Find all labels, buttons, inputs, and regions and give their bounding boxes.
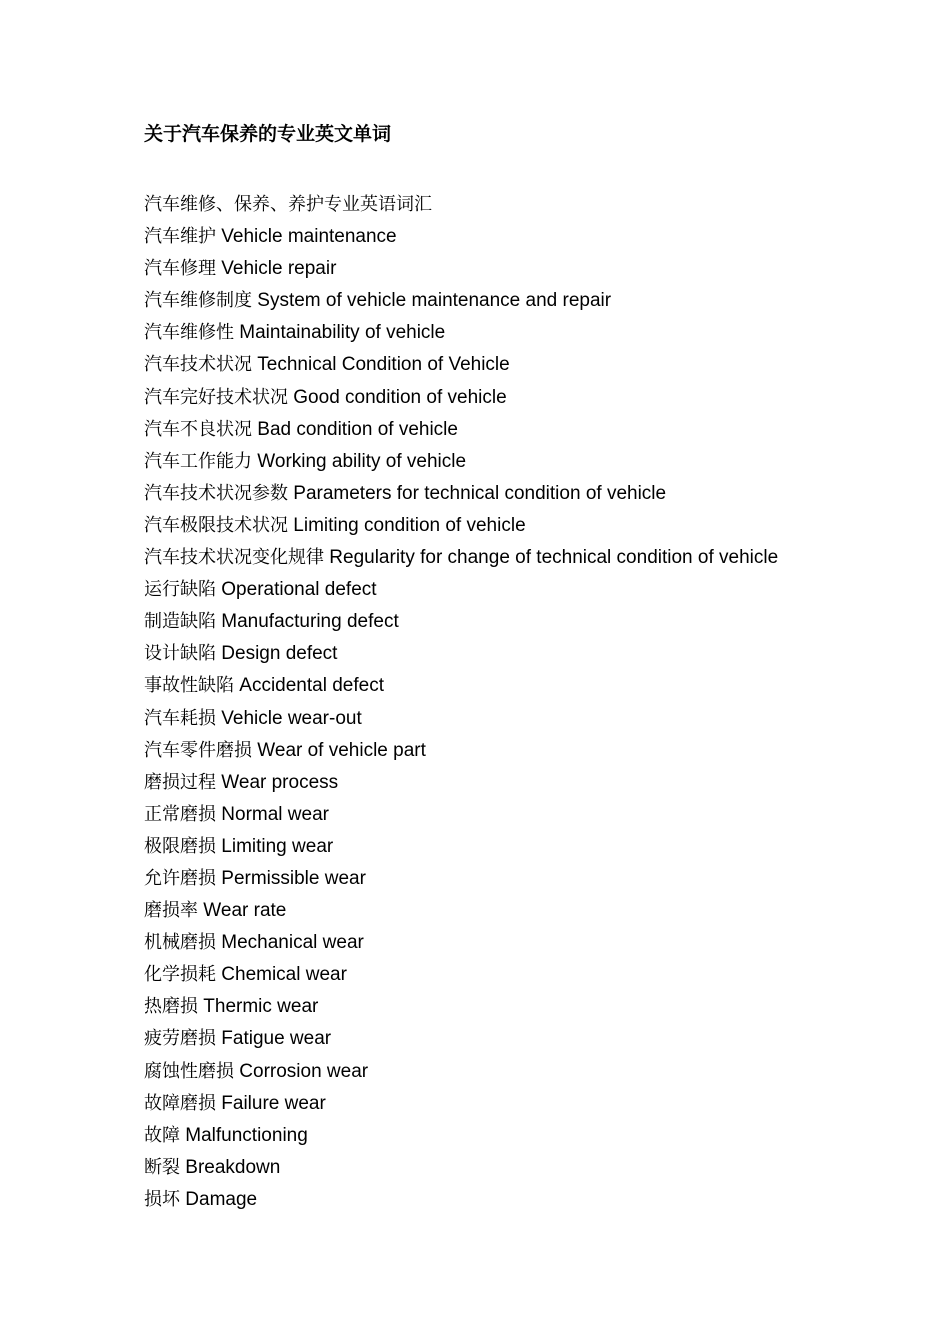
term-en: Limiting wear: [221, 835, 334, 857]
term-zh: 损坏: [144, 1188, 180, 1210]
term-row: [144, 1056, 924, 1088]
term-zh: 汽车技术状况变化规律: [144, 547, 324, 569]
term-zh: 极限磨损: [144, 835, 216, 857]
term-en: Bad condition of vehicle: [257, 418, 458, 440]
term-zh: 磨损率: [144, 900, 198, 922]
term-zh: 汽车维护: [144, 226, 216, 248]
term-row: [144, 1023, 924, 1055]
term-en: Normal wear: [221, 803, 329, 825]
term-en: Good condition of vehicle: [293, 386, 507, 408]
term-row: [144, 831, 924, 863]
term-en: Parameters for technical condition of vehicle: [293, 482, 667, 504]
document-page: [144, 118, 924, 1216]
term-en: Limiting condition of vehicle: [293, 514, 526, 536]
term-zh: 事故性缺陷: [144, 675, 234, 697]
term-en: Breakdown: [185, 1156, 281, 1178]
term-en: Technical Condition of Vehicle: [257, 354, 510, 376]
term-zh: 汽车技术状况: [144, 354, 252, 376]
term-en: Damage: [185, 1188, 258, 1210]
term-row: [144, 799, 924, 831]
term-en: Wear of vehicle part: [257, 739, 426, 761]
term-en: Wear rate: [203, 900, 287, 922]
term-row: [144, 735, 924, 767]
term-zh: 允许磨损: [144, 867, 216, 889]
term-row: [144, 253, 924, 285]
term-zh: 化学损耗: [144, 964, 216, 986]
term-zh: 正常磨损: [144, 803, 216, 825]
term-zh: 制造缺陷: [144, 611, 216, 633]
term-row: [144, 767, 924, 799]
term-zh: 汽车工作能力: [144, 450, 252, 472]
term-en: Permissible wear: [221, 867, 366, 889]
term-en: Corrosion wear: [239, 1060, 369, 1082]
term-row: [144, 606, 924, 638]
term-en: System of vehicle maintenance and repair: [257, 290, 612, 312]
term-row: [144, 638, 924, 670]
term-row: [144, 446, 924, 478]
term-en: Manufacturing defect: [221, 611, 399, 633]
term-en: Chemical wear: [221, 964, 347, 986]
term-row: [144, 959, 924, 991]
term-list: [144, 221, 924, 1216]
term-zh: 汽车维修制度: [144, 290, 252, 312]
term-zh: 热磨损: [144, 996, 198, 1018]
term-en: Vehicle maintenance: [221, 226, 397, 248]
term-en: Malfunctioning: [185, 1124, 308, 1146]
term-en: Fatigue wear: [221, 1028, 332, 1050]
term-zh: 故障磨损: [144, 1092, 216, 1114]
term-zh: 疲劳磨损: [144, 1028, 216, 1050]
term-en: Working ability of vehicle: [257, 450, 467, 472]
term-row: [144, 991, 924, 1023]
term-row: [144, 863, 924, 895]
term-en: Accidental defect: [239, 675, 384, 697]
term-en: Vehicle repair: [221, 258, 337, 280]
term-zh: 磨损过程: [144, 771, 216, 793]
term-en: Mechanical wear: [221, 932, 364, 954]
term-zh: 汽车极限技术状况: [144, 514, 288, 536]
term-row: [144, 382, 924, 414]
term-zh: 断裂: [144, 1156, 180, 1178]
term-en: Vehicle wear-out: [221, 707, 362, 729]
term-row: [144, 1120, 924, 1152]
term-row: [144, 349, 924, 381]
term-row: [144, 703, 924, 735]
term-row: [144, 1184, 924, 1216]
term-row: [144, 317, 924, 349]
term-row: [144, 221, 924, 253]
term-row: [144, 478, 924, 510]
term-zh: 腐蚀性磨损: [144, 1060, 234, 1082]
term-row: [144, 1152, 924, 1184]
term-row: [144, 285, 924, 317]
term-en: Operational defect: [221, 579, 377, 601]
term-zh: 汽车不良状况: [144, 418, 252, 440]
term-row: [144, 1088, 924, 1120]
term-en: Wear process: [221, 771, 339, 793]
term-row: [144, 670, 924, 702]
term-row: [144, 542, 924, 574]
term-en: Design defect: [221, 643, 338, 665]
term-zh: 设计缺陷: [144, 643, 216, 665]
term-row: [144, 927, 924, 959]
term-zh: 故障: [144, 1124, 180, 1146]
page-title: 关于汽车保养的专业英文单词: [144, 123, 392, 145]
section-subtitle: 汽车维修、保养、养护专业英语词汇: [144, 194, 432, 215]
term-row: [144, 414, 924, 446]
term-zh: 汽车零件磨损: [144, 739, 252, 761]
term-en: Thermic wear: [203, 996, 319, 1018]
term-en: Maintainability of vehicle: [239, 322, 446, 344]
term-en: Regularity for change of technical condition of vehicle: [329, 547, 779, 569]
term-zh: 汽车完好技术状况: [144, 386, 288, 408]
term-zh: 汽车修理: [144, 258, 216, 280]
term-en: Failure wear: [221, 1092, 326, 1114]
term-row: [144, 895, 924, 927]
term-zh: 机械磨损: [144, 932, 216, 954]
term-zh: 汽车耗损: [144, 707, 216, 729]
term-zh: 汽车维修性: [144, 322, 234, 344]
term-zh: 运行缺陷: [144, 579, 216, 601]
term-row: [144, 510, 924, 542]
term-row: [144, 574, 924, 606]
term-zh: 汽车技术状况参数: [144, 482, 288, 504]
